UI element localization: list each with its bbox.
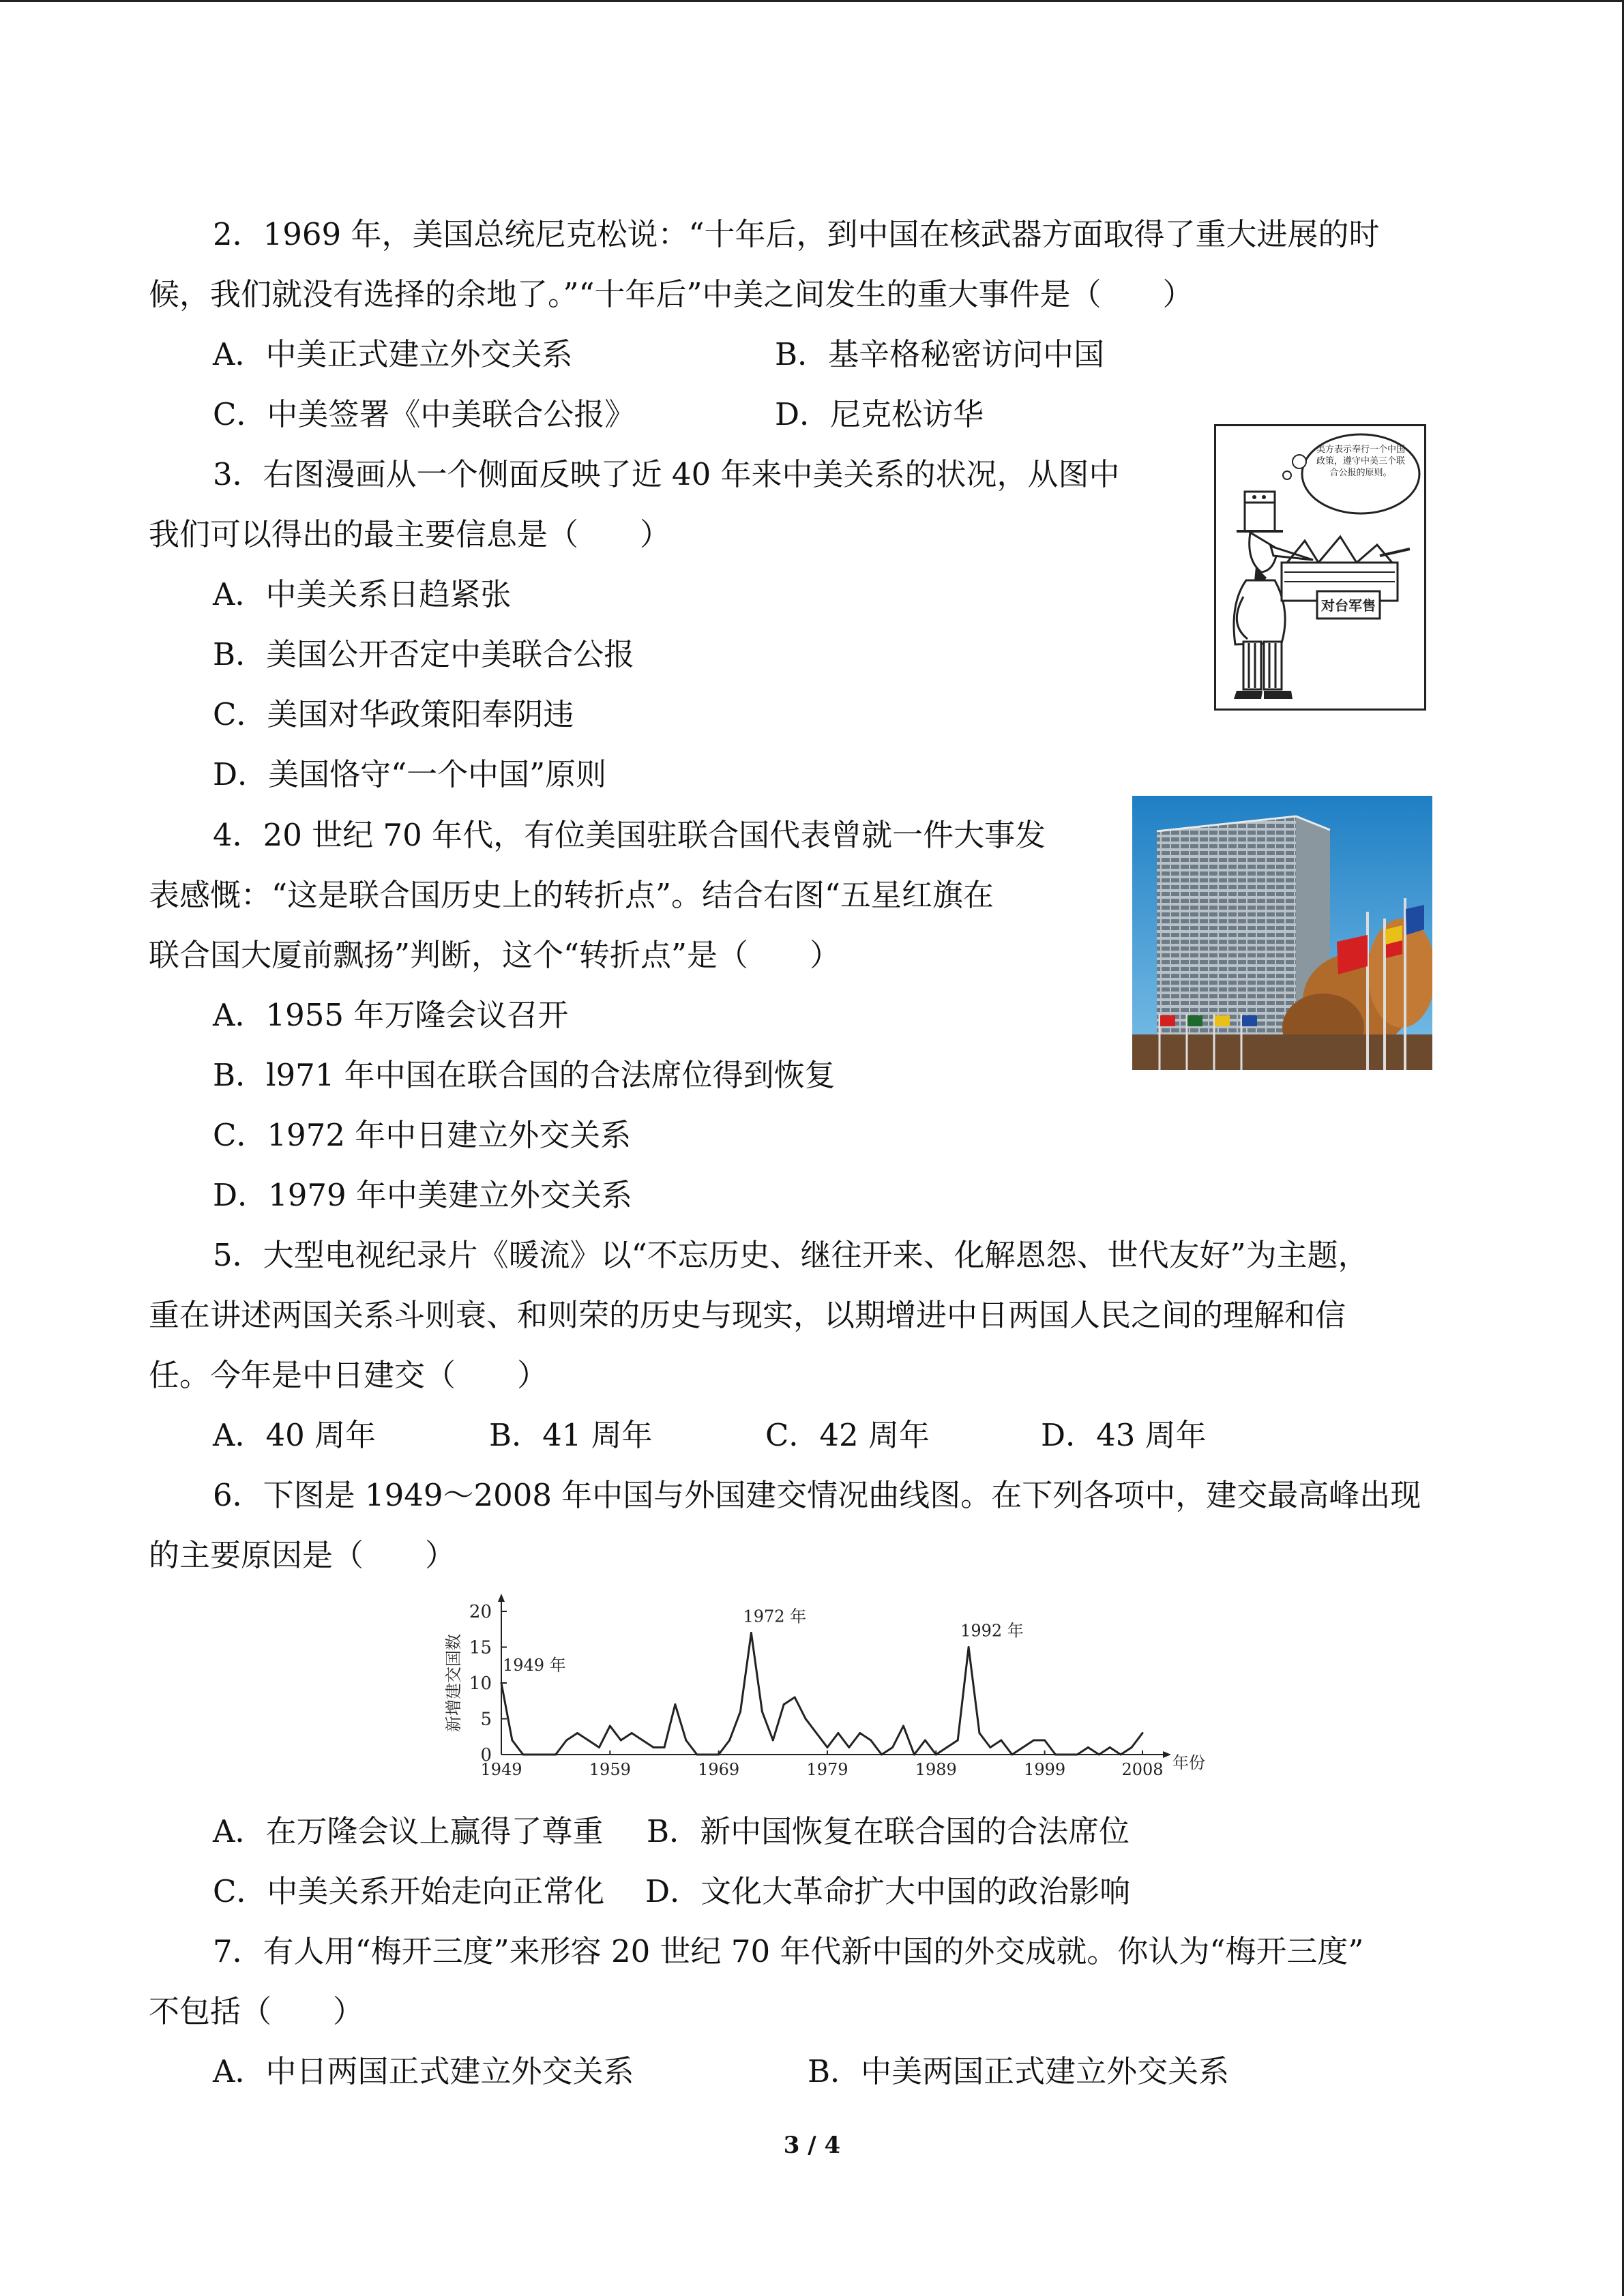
x-tick-label: 1979: [806, 1760, 848, 1778]
data-point: [609, 1725, 611, 1727]
y-tick-label: 0: [480, 1745, 492, 1765]
uncle-sam-cartoon: [1214, 424, 1426, 711]
data-point: [750, 1632, 752, 1634]
y-axis-arrow: [498, 1594, 505, 1602]
q6-option-a: A．在万隆会议上赢得了尊重: [213, 1813, 604, 1849]
data-point: [565, 1740, 567, 1742]
data-point: [620, 1740, 622, 1742]
diplomatic-relations-chart: [430, 1581, 1248, 1778]
data-point: [533, 1754, 535, 1756]
q5-stem-line1: 5．大型电视纪录片《暖流》以“不忘历史、继往开来、化解恩怨、世代友好”为主题，: [213, 1237, 1369, 1273]
q5-option-a: A．40 周年: [213, 1417, 377, 1453]
q7-option-b: B．中美两国正式建立外交关系: [808, 2053, 1230, 2089]
data-point: [685, 1740, 687, 1742]
data-point: [1054, 1754, 1057, 1756]
q4-option-d: D．1979 年中美建立外交关系: [213, 1177, 632, 1213]
data-point: [1011, 1754, 1013, 1756]
cartoon-box-label: 对台军售: [1321, 597, 1376, 614]
q7-stem-line1: 7．有人用“梅开三度”来形容 20 世纪 70 年代新中国的外交成就。你认为“梅开三度”: [213, 1933, 1364, 1969]
x-tick-label: 1999: [1024, 1760, 1066, 1778]
x-tick-label: 1949: [480, 1760, 522, 1778]
data-point: [816, 1732, 818, 1734]
data-point: [501, 1682, 503, 1684]
data-point: [555, 1754, 557, 1756]
q4-option-c: C．1972 年中日建立外交关系: [213, 1117, 632, 1153]
data-point: [1022, 1746, 1024, 1748]
q2-option-b: B．基辛格秘密访问中国: [775, 336, 1105, 372]
page-border-top: [0, 0, 1624, 2]
series-line: [501, 1633, 1142, 1755]
q7-option-a: A．中日两国正式建立外交关系: [213, 2053, 634, 2089]
data-point: [794, 1697, 796, 1699]
data-point: [805, 1718, 807, 1720]
page-number: 3 / 4: [783, 2132, 841, 2159]
data-point: [848, 1746, 850, 1748]
q5-stem-line3: 任。今年是中日建交（ ）: [149, 1357, 548, 1393]
data-point: [728, 1740, 730, 1742]
q6-stem-line2: 的主要原因是（ ）: [149, 1537, 456, 1573]
data-point: [1109, 1746, 1111, 1748]
q5-option-c: C．42 周年: [765, 1417, 930, 1453]
x-tick-label: 1959: [589, 1760, 631, 1778]
data-point: [902, 1725, 904, 1727]
x-axis-arrow: [1163, 1751, 1171, 1758]
data-point: [598, 1746, 600, 1748]
data-point: [870, 1740, 872, 1742]
peak-annotation: 1972 年: [743, 1607, 807, 1626]
data-point: [1142, 1732, 1144, 1734]
y-axis-label: 新增建交国数: [444, 1634, 463, 1732]
data-point: [935, 1754, 937, 1756]
q5-option-b: B．41 周年: [489, 1417, 653, 1453]
data-point: [707, 1754, 709, 1756]
data-point: [544, 1754, 546, 1756]
data-point: [664, 1746, 666, 1748]
data-point: [761, 1711, 763, 1713]
x-tick-label: 1989: [915, 1760, 957, 1778]
data-point: [653, 1746, 655, 1748]
y-tick-label: 5: [480, 1709, 492, 1730]
q2-option-a: A．中美正式建立外交关系: [213, 336, 573, 372]
un-building-photo: [1132, 796, 1432, 1070]
data-point: [783, 1703, 785, 1705]
data-point: [772, 1740, 774, 1742]
x-tick-label: 2008: [1121, 1760, 1164, 1778]
q3-stem-line1: 3．右图漫画从一个侧面反映了近 40 年来中美关系的状况，从图中: [213, 456, 1120, 492]
q2-stem-line1: 2．1969 年，美国总统尼克松说：“十年后，到中国在核武器方面取得了重大进展的时: [213, 216, 1380, 252]
q2-stem-line2: 候，我们就没有选择的余地了。”“十年后”中美之间发生的重大事件是（ ）: [149, 276, 1194, 312]
data-point: [1000, 1740, 1002, 1742]
q3-option-b: B．美国公开否定中美联合公报: [213, 636, 635, 672]
data-point: [837, 1732, 839, 1734]
q6-option-b: B．新中国恢复在联合国的合法席位: [647, 1813, 1130, 1849]
q3-option-c: C．美国对华政策阳奉阴违: [213, 696, 574, 732]
data-point: [946, 1746, 948, 1748]
data-point: [924, 1740, 926, 1742]
y-tick-label: 20: [469, 1602, 492, 1622]
data-point: [913, 1754, 915, 1756]
data-point: [1033, 1740, 1035, 1742]
q5-stem-line2: 重在讲述两国关系斗则衰、和则荣的历史与现实，以期增进中日两国人民之间的理解和信: [149, 1297, 1346, 1333]
data-point: [718, 1754, 720, 1756]
data-point: [1065, 1754, 1067, 1756]
data-point: [511, 1740, 513, 1742]
data-point: [1131, 1746, 1133, 1748]
data-point: [1120, 1754, 1122, 1756]
peak-annotation: 1992 年: [960, 1621, 1024, 1641]
data-point: [739, 1711, 741, 1713]
data-point: [968, 1646, 970, 1648]
q6-stem-line1: 6．下图是 1949～2008 年中国与外国建交情况曲线图。在下列各项中，建交最高峰出现: [213, 1477, 1421, 1513]
q2-option-c: C．中美签署《中美联合公报》: [213, 396, 636, 432]
q4-option-b: B．l971 年中国在联合国的合法席位得到恢复: [213, 1057, 836, 1093]
data-point: [642, 1740, 644, 1742]
data-point: [674, 1703, 676, 1705]
data-point: [696, 1754, 698, 1756]
data-point: [881, 1754, 883, 1756]
y-tick-label: 15: [469, 1637, 492, 1658]
q2-option-d: D．尼克松访华: [775, 396, 984, 432]
q6-option-d: D．文化大革命扩大中国的政治影响: [645, 1873, 1131, 1909]
cartoon-bubble-text: 美方表示奉行一个中国政策，遵守中美三个联合公报的原则。: [1316, 445, 1405, 478]
y-tick-label: 10: [469, 1673, 492, 1694]
q6-option-c: C．中美关系开始走向正常化: [213, 1873, 605, 1909]
x-tick-label: 1969: [698, 1760, 740, 1778]
data-point: [979, 1732, 981, 1734]
data-point: [1076, 1754, 1078, 1756]
q7-stem-line2: 不包括（ ）: [149, 1993, 364, 2029]
data-point: [827, 1746, 829, 1748]
data-point: [957, 1740, 959, 1742]
data-point: [587, 1740, 589, 1742]
q4-stem-line1: 4．20 世纪 70 年代，有位美国驻联合国代表曾就一件大事发: [213, 817, 1046, 853]
q5-option-d: D．43 周年: [1041, 1417, 1207, 1453]
data-point: [891, 1746, 894, 1748]
data-point: [859, 1732, 861, 1734]
q3-stem-line2: 我们可以得出的最主要信息是（ ）: [149, 516, 671, 552]
q3-option-d: D．美国恪守“一个中国”原则: [213, 756, 607, 792]
data-point: [1044, 1740, 1046, 1742]
data-point: [1098, 1754, 1100, 1756]
data-point: [631, 1732, 633, 1734]
data-point: [1087, 1746, 1089, 1748]
q4-stem-line3: 联合国大厦前飘扬”判断，这个“转折点”是（ ）: [149, 937, 841, 973]
peak-annotation: 1949 年: [503, 1656, 566, 1675]
x-axis-label: 年份: [1172, 1753, 1205, 1772]
data-point: [522, 1754, 524, 1756]
q4-option-a: A．1955 年万隆会议召开: [213, 997, 569, 1033]
q3-option-a: A．中美关系日趋紧张: [213, 576, 512, 612]
q4-stem-line2: 表感慨：“这是联合国历史上的转折点”。结合右图“五星红旗在: [149, 877, 994, 913]
data-point: [989, 1746, 991, 1748]
data-point: [576, 1732, 578, 1734]
